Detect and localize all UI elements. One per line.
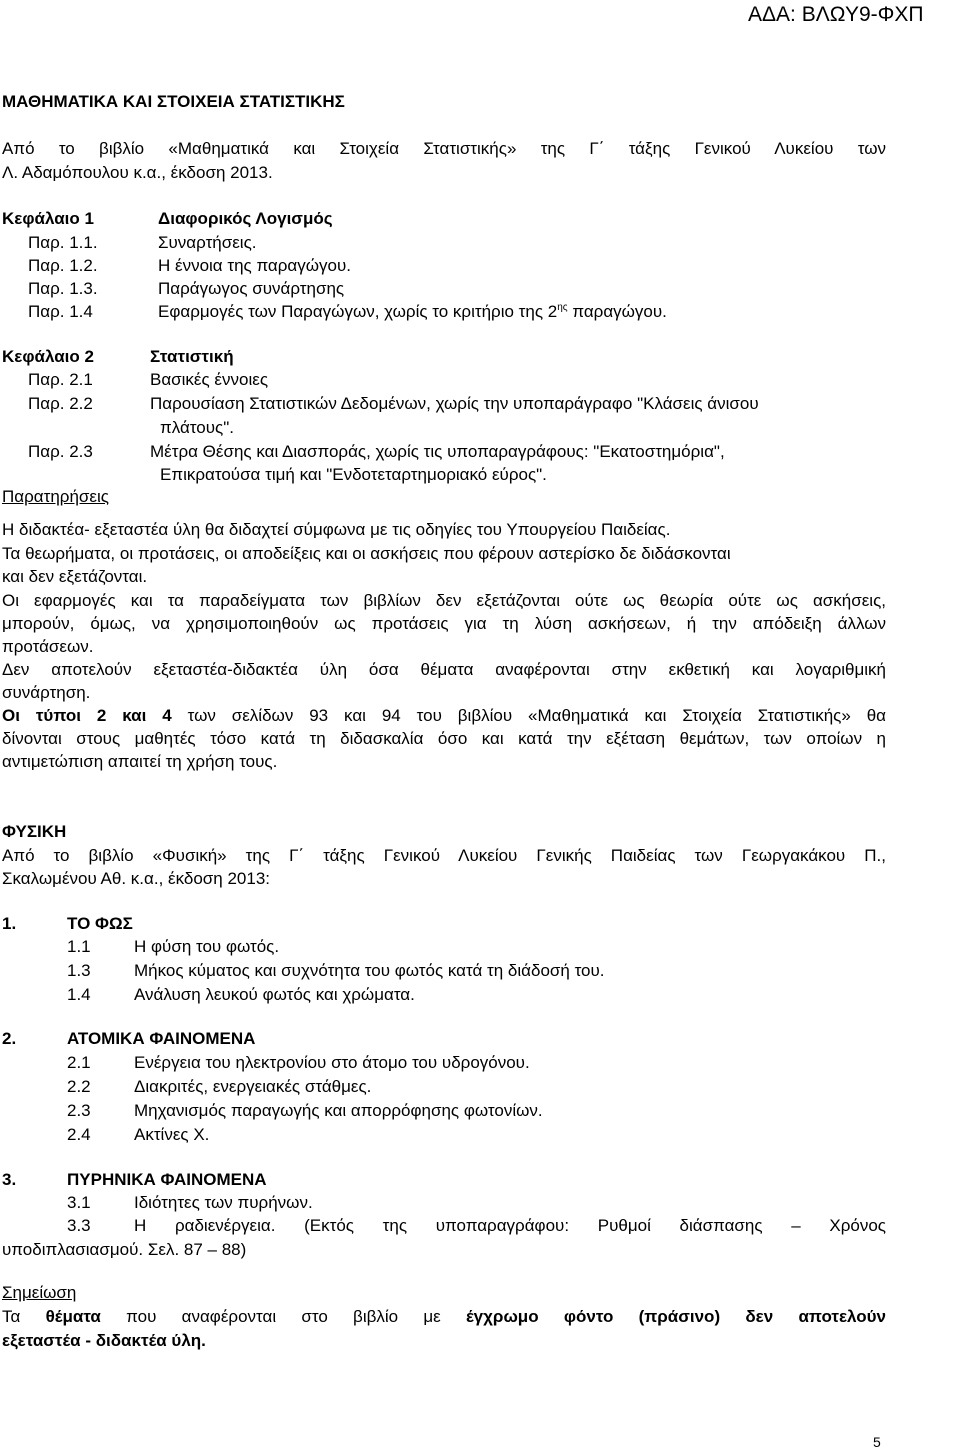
par-text-cont: πλάτους". bbox=[160, 418, 234, 437]
item-num: 3.1 bbox=[67, 1193, 91, 1212]
math-intro-line2: Λ. Αδαμόπουλου κ.α., έκδοση 2013. bbox=[2, 163, 273, 182]
item-text: Η φύση του φωτός. bbox=[134, 937, 280, 956]
item-num: 1.3 bbox=[67, 961, 91, 980]
item-text: Διακριτές, ενεργειακές στάθμες. bbox=[134, 1077, 372, 1096]
math-intro-line1: Από το βιβλίο «Μαθηματικά και Στοιχεία Στατιστικής» της Γ΄ τάξης Γενικού Λυκείου των bbox=[2, 139, 886, 158]
item-text: Μήκος κύματος και συχνότητα του φωτός κατά τη διάδοσή του. bbox=[134, 961, 605, 980]
par-num: Παρ. 2.2 bbox=[28, 394, 93, 413]
item-num: 2.4 bbox=[67, 1125, 91, 1144]
par-num: Παρ. 1.4 bbox=[28, 302, 93, 321]
note-heading: Σημείωση bbox=[2, 1283, 77, 1302]
math-title: ΜΑΘΗΜΑΤΙΚΑ ΚΑΙ ΣΤΟΙΧΕΙΑ ΣΤΑΤΙΣΤΙΚΗΣ bbox=[2, 92, 345, 111]
par-text: Μέτρα Θέσης και Διασποράς, χωρίς τις υποπαραγράφους: "Εκατοστημόρια", bbox=[150, 442, 725, 461]
notes-heading: Παρατηρήσεις bbox=[2, 487, 109, 506]
note-paragraph: και δεν εξετάζονται. bbox=[2, 567, 148, 586]
section-num: 3. bbox=[2, 1170, 17, 1189]
item-text: Ενέργεια του ηλεκτρονίου στο άτομο του υδρογόνου. bbox=[134, 1053, 530, 1072]
note-paragraph: Τα θεωρήματα, οι προτάσεις, οι αποδείξεις και οι ασκήσεις που φέρουν αστερίσκο δε διδάσκονται bbox=[2, 544, 731, 563]
chapter1-label: Κεφάλαιο 1 bbox=[2, 209, 94, 228]
item-text-cont: υποδιπλασιασμού. Σελ. 87 – 88) bbox=[2, 1240, 247, 1259]
note-paragraph: Η διδακτέα- εξεταστέα ύλη θα διδαχτεί σύμφωνα με τις οδηγίες του Υπουργείου Παιδείας. bbox=[2, 520, 671, 539]
par-text: Η έννοια της παραγώγου. bbox=[158, 256, 352, 275]
section-title: ΑΤΟΜΙΚΑ ΦΑΙΝΟΜΕΝΑ bbox=[67, 1029, 256, 1048]
item-num: 2.2 bbox=[67, 1077, 91, 1096]
note-paragraph: προτάσεων. bbox=[2, 637, 94, 656]
physics-intro-line1: Από το βιβλίο «Φυσική» της Γ΄ τάξης Γενικού Λυκείου Γενικής Παιδείας των Γεωργακάκου Π., bbox=[2, 846, 886, 865]
note-line: Τα θέματα που αναφέρονται στο βιβλίο με έγχρωμο φόντο (πράσινο) δεν αποτελούν bbox=[2, 1307, 886, 1326]
par-num: Παρ. 1.1. bbox=[28, 233, 98, 252]
section-num: 1. bbox=[2, 914, 17, 933]
par-text: Βασικές έννοιες bbox=[150, 370, 269, 389]
item-text: Ιδιότητες των πυρήνων. bbox=[134, 1193, 313, 1212]
item-text: Μηχανισμός παραγωγής και απορρόφησης φωτονίων. bbox=[134, 1101, 543, 1120]
par-text: Παράγωγος συνάρτησης bbox=[158, 279, 345, 298]
par-text: Εφαρμογές των Παραγώγων, χωρίς το κριτήριο της $2^{\eta\varsigma}$ παραγώγου. bbox=[158, 302, 667, 321]
par-num: Παρ. 2.3 bbox=[28, 442, 93, 461]
ada-code: ΑΔΑ: ΒΛΩΥ9-ΦΧΠ bbox=[748, 3, 924, 26]
par-text: Παρουσίαση Στατιστικών Δεδομένων, χωρίς την υποπαράγραφο "Κλάσεις άνισου bbox=[150, 394, 759, 413]
item-num: 2.3 bbox=[67, 1101, 91, 1120]
par-num: Παρ. 2.1 bbox=[28, 370, 93, 389]
note-paragraph: αντιμετώπιση απαιτεί τη χρήση τους. bbox=[2, 752, 278, 771]
item-text: Η ραδιενέργεια. (Εκτός της υποπαραγράφου: Ρυθμοί διάσπασης – Χρόνος bbox=[134, 1216, 886, 1235]
par-num: Παρ. 1.2. bbox=[28, 256, 98, 275]
par-num: Παρ. 1.3. bbox=[28, 279, 98, 298]
chapter2-label: Κεφάλαιο 2 bbox=[2, 347, 94, 366]
item-num: 2.1 bbox=[67, 1053, 91, 1072]
note-paragraph: Οι τύποι 2 και 4 των σελίδων 93 και 94 του βιβλίου «Μαθηματικά και Στοιχεία Στατιστικής» θα bbox=[2, 706, 886, 725]
physics-intro-line2: Σκαλωμένου Αθ. κ.α., έκδοση 2013: bbox=[2, 869, 271, 888]
note-line: εξεταστέα - διδακτέα ύλη. bbox=[2, 1331, 206, 1350]
page-number: 5 bbox=[873, 1434, 881, 1450]
note-paragraph: Δεν αποτελούν εξεταστέα-διδακτέα ύλη όσα θέματα αναφέρονται στην εκθετική και λογαριθμική bbox=[2, 660, 886, 679]
section-title: ΠΥΡΗΝΙΚΑ ΦΑΙΝΟΜΕΝΑ bbox=[67, 1170, 267, 1189]
item-num: 1.1 bbox=[67, 937, 91, 956]
note-paragraph: συνάρτηση. bbox=[2, 683, 91, 702]
superscript: ης bbox=[557, 302, 568, 313]
item-text: Ανάλυση λευκού φωτός και χρώματα. bbox=[134, 985, 415, 1004]
section-num: 2. bbox=[2, 1029, 17, 1048]
item-num: 3.3 bbox=[67, 1216, 91, 1235]
note-paragraph: δίνονται στους μαθητές τόσο κατά τη διδασκαλία όσο και κατά την εξέταση θεμάτων, των οποίων η bbox=[2, 729, 886, 748]
chapter1-title: Διαφορικός Λογισμός bbox=[158, 209, 333, 228]
note-paragraph: μπορούν, όμως, να χρησιμοποιηθούν ως προτάσεις για τη λύση ασκήσεων, ή την απόδειξη άλλων bbox=[2, 614, 886, 633]
par-text-cont: Επικρατούσα τιμή και "Ενδοτεταρτημοριακό εύρος". bbox=[160, 465, 547, 484]
bold-text: Οι τύποι 2 και 4 bbox=[2, 706, 172, 725]
item-num: 1.4 bbox=[67, 985, 91, 1004]
section-title: ΤΟ ΦΩΣ bbox=[67, 914, 133, 933]
item-text: Ακτίνες Χ. bbox=[134, 1125, 210, 1144]
physics-title: ΦΥΣΙΚΗ bbox=[2, 822, 67, 841]
chapter2-title: Στατιστική bbox=[150, 347, 234, 366]
par-text: Συναρτήσεις. bbox=[158, 233, 257, 252]
note-paragraph: Οι εφαρμογές και τα παραδείγματα των βιβλίων δεν εξετάζονται ούτε ως θεωρία ούτε ως ασκήσεις, bbox=[2, 591, 886, 610]
